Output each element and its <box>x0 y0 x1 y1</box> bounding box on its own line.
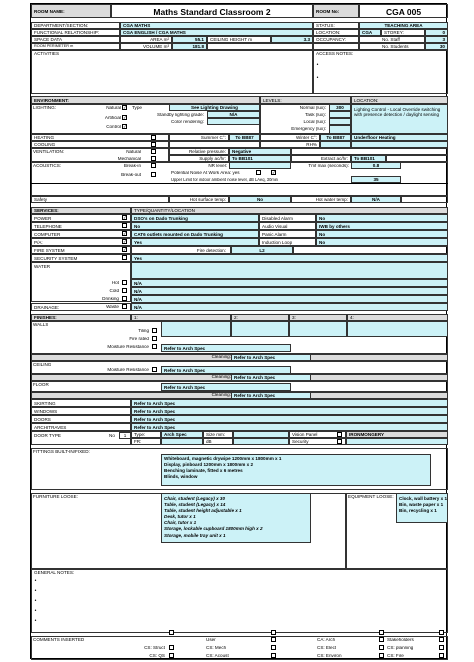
normal-lux-label: Normal (lux): <box>299 106 326 110</box>
stakeholders-label: Stakeholders <box>387 638 414 642</box>
department-value: CGA MATHS <box>120 22 313 29</box>
functional-relationship-value: CGA ENGLISH / CGA MATHS <box>120 29 313 36</box>
cs-environ-label: CS: Environ <box>317 654 342 658</box>
colour-rendering-value[interactable] <box>207 118 260 125</box>
lighting-location: Lighting Control - Local Override switching with presence detection / daylight sensing <box>351 104 448 134</box>
fittings-builtin-list: Whiteboard, magnetic drywipe 1200mm x 1800mm x 1 Display, pinboard 1200mm x 1800mm x 2 Benching laminate, fitted x 6 metres Blinds, window <box>161 454 431 486</box>
area-value: 55.1 <box>172 36 207 43</box>
power-checkbox[interactable]: ✓ <box>123 215 127 220</box>
architraves-value: Refer to Arch Spec <box>131 423 448 431</box>
room-no-label: ROOM No: <box>313 4 359 18</box>
security-system-label: SECURITY SYSTEM <box>31 254 131 262</box>
access-notes-label: ACCESS NOTES: <box>316 51 354 56</box>
bullet-icon: • <box>34 588 37 594</box>
water-heading: WATER <box>34 264 51 269</box>
cs-planning-label: CS: planning <box>387 646 414 650</box>
break-in-label: Break-in <box>123 164 141 168</box>
walls-moisture-value: Refer to Arch Spec <box>161 344 291 352</box>
potential-noise-checkbox[interactable] <box>256 170 261 175</box>
status-value: TEACHING AREA <box>359 22 448 29</box>
disabled-alarm-label: Disabled Alarm <box>259 214 316 222</box>
location-label: LOCATION: <box>313 29 359 36</box>
floor-cleaning-value: Refer to Arch Spec <box>231 392 311 399</box>
cs-struct-checkbox[interactable] <box>169 645 174 650</box>
vent-natural-label: Natural <box>126 150 141 154</box>
water-hot-label: Hot <box>111 281 119 285</box>
cs-fire-label: CS: Fire <box>387 654 404 658</box>
cooling-label: COOLING <box>31 141 169 148</box>
finish-col-1: 1: <box>131 314 231 321</box>
room-name-label: ROOM NAME: <box>31 4 111 18</box>
vision-panel-label: Vision Panel <box>289 431 346 438</box>
door-size-value[interactable] <box>233 431 289 438</box>
doors-label: DOORS <box>31 415 131 423</box>
security-system-value: Yes <box>131 254 448 262</box>
ceiling-cleaning-value: Refer to Arch Spec <box>231 374 311 381</box>
tiling-checkbox[interactable] <box>152 328 157 333</box>
ceiling-cleaning-label: Cleaning: <box>211 375 231 379</box>
status-label: STATUS: <box>313 22 359 29</box>
room-no: CGA 005 <box>359 4 448 18</box>
rh-value[interactable] <box>320 141 351 148</box>
summer-value: To BB87 <box>229 134 260 141</box>
hot-water-label: Hot water temp: <box>291 196 351 203</box>
tiling-label: Tiling <box>138 329 149 333</box>
power-label: POWER <box>31 214 131 222</box>
acoustics-label: ACOUSTICS: <box>33 164 62 168</box>
bullet-icon: • <box>34 618 37 624</box>
water-cold-checkbox[interactable] <box>122 288 127 293</box>
water-cold-value: N/A <box>131 287 448 295</box>
walls-label: WALLS <box>33 323 49 327</box>
door-no-label: No <box>109 434 115 438</box>
water-drinking-value: N/A <box>131 295 448 303</box>
environment-heading: ENVIRONMENT: <box>31 96 260 104</box>
local-lux-value[interactable] <box>329 118 351 125</box>
safety-label: Safety <box>31 196 169 203</box>
induction-loop-value: No <box>316 238 448 246</box>
blank-cell <box>401 196 448 203</box>
hot-water-value: N/A <box>351 196 401 203</box>
relative-pressure-value: Negative <box>229 148 291 155</box>
natural-label: Natural <box>106 106 121 110</box>
winter-value: To BB87 <box>320 134 351 141</box>
room-data-sheet <box>30 3 447 659</box>
drainage-label: DRAINAGE: <box>31 303 131 311</box>
potential-noise-label: Potential Noise At Work Area: yes <box>171 171 240 175</box>
department-label: DEPARTMENT/SECTION: <box>31 22 120 29</box>
location-value: CGA <box>359 29 381 36</box>
ironmongery-label: IRONMONGERY <box>346 431 448 438</box>
no-students-label: No. Students <box>359 43 425 50</box>
furniture-loose-label: FURNITURE LOOSE: <box>33 495 78 499</box>
task-lux-label: Task (lux): <box>305 113 326 117</box>
vent-mechanical-label: Mechanical <box>117 157 141 161</box>
doors-value: Refer to Arch Spec <box>131 415 448 423</box>
standby-value: N/A <box>207 111 260 118</box>
fire-system-checkbox[interactable]: ✓ <box>123 247 127 252</box>
tmf-value: 0.8 <box>351 162 401 169</box>
water-drinking-label: Drinking <box>102 297 119 301</box>
door-size-label: Size mm: <box>203 431 233 438</box>
waste-label: Waste <box>106 305 119 309</box>
skirting-label: SKIRTING <box>31 399 131 407</box>
door-type-label: DOOR TYPE <box>31 431 131 445</box>
occupancy-label: OCCUPANCY: <box>313 36 359 43</box>
fire-rated-checkbox[interactable] <box>152 336 157 341</box>
control-checkbox[interactable]: ✓ <box>123 124 127 129</box>
volume-value: 181.8 <box>172 43 207 50</box>
functional-relationship-label: FUNCTIONAL RELATIONSHIP: <box>31 29 120 36</box>
upper-limit-value: 35 <box>351 176 401 183</box>
telephone-checkbox[interactable] <box>122 223 127 228</box>
ceiling-height-value: 3.3 <box>271 36 313 43</box>
walls-moisture-checkbox[interactable] <box>152 344 157 349</box>
ceiling-moisture-label: Moisture Resistance <box>107 368 149 372</box>
floor-value: Refer to Arch Spec <box>161 383 291 391</box>
fire-system-label: FIRE SYSTEM <box>31 246 131 254</box>
comments-heading: COMMENTS INSERTED <box>33 638 85 642</box>
vent-mechanical-checkbox[interactable] <box>151 156 156 161</box>
water-cold-label: Cold <box>109 289 119 293</box>
fire-detection-label: Fire detection: <box>131 246 231 254</box>
cs-mech-label: CS: Mech <box>206 646 227 650</box>
walls-finish-2[interactable] <box>231 321 289 337</box>
lighting-label: LIGHTING: <box>33 106 56 110</box>
artificial-label: Artificial <box>104 116 121 120</box>
upper-limit-label: Upper Limit for indoor ambient noise level, dB LAeq, 30min <box>171 178 278 182</box>
door-security-checkbox[interactable] <box>337 439 342 444</box>
computer-value: CAT6 outlets mounted on Dado Trunking <box>131 230 259 238</box>
volume-label: VOLUME m³ <box>120 43 172 50</box>
cs-planning-checkbox[interactable] <box>439 645 444 650</box>
blank-cell <box>291 148 448 155</box>
colour-rendering-label: Color rendering: <box>171 120 204 124</box>
room-name: Maths Standard Classroom 2 <box>111 4 313 18</box>
blank-cell <box>293 246 448 254</box>
door-db-label: dB <box>203 438 233 445</box>
services-heading: SERVICES: <box>31 207 131 214</box>
standby-label: Standby lighting grade: <box>157 113 204 117</box>
user-checkbox[interactable] <box>271 637 276 642</box>
heating-label: HEATING <box>31 134 169 141</box>
activities-field[interactable] <box>31 50 313 94</box>
break-in-checkbox[interactable] <box>151 163 156 168</box>
ceiling-label: CEILING <box>33 363 52 367</box>
finish-col-3: 3: <box>289 314 347 321</box>
panic-alarm-value: No <box>316 230 448 238</box>
comment-checkbox[interactable] <box>379 630 384 635</box>
disabled-alarm-value: No <box>316 214 448 222</box>
door-fr-value[interactable] <box>161 438 203 445</box>
ceiling-moisture-checkbox[interactable] <box>152 367 157 372</box>
cs-fire-checkbox[interactable] <box>439 653 444 658</box>
water-hot-value: N/A <box>131 279 448 287</box>
cs-struct-label: CS: Struct <box>144 646 165 650</box>
bullet-icon: • <box>34 578 37 584</box>
normal-lux-value: 300 <box>329 104 351 111</box>
ceiling-moisture-value: Refer to Arch Spec <box>161 366 291 374</box>
emergency-lux-value[interactable] <box>329 125 351 134</box>
finish-col-4: 4: <box>347 314 448 321</box>
bullet-icon: • <box>316 75 319 81</box>
area-label: AREA m² <box>120 36 172 43</box>
rh-label: RH% <box>260 141 320 148</box>
vision-panel-checkbox[interactable] <box>337 432 342 437</box>
bullet-icon: • <box>316 62 319 68</box>
comment-checkbox[interactable] <box>169 630 174 635</box>
fittings-builtin-label: FITTINGS BUILT-IN/FIXED: <box>33 450 90 454</box>
potential-noise-yes-checkbox[interactable]: ✓ <box>272 170 276 175</box>
winter-label: Winter C°: <box>260 134 320 141</box>
walls-finish-3[interactable] <box>289 321 347 337</box>
room-perimeter-label: ROOM PERIMETER m <box>31 43 120 50</box>
artificial-checkbox[interactable]: ✓ <box>123 115 127 120</box>
cs-elect-checkbox[interactable] <box>379 645 384 650</box>
stakeholders-checkbox[interactable] <box>439 637 444 642</box>
pa-value: Yes <box>131 238 259 246</box>
fire-rated-label: Fire rated <box>129 337 149 341</box>
type-value: See Lighting Drawing <box>169 104 260 111</box>
cs-elect-label: CS: Elect <box>317 646 337 650</box>
security-system-checkbox[interactable] <box>122 255 127 260</box>
door-fr-label: FR: <box>131 438 161 445</box>
floor-label: FLOOR <box>33 383 49 387</box>
ironmongery-value[interactable] <box>346 438 448 445</box>
activities-label: ACTIVITIES <box>34 51 60 56</box>
panic-alarm-label: Panic Alarm <box>259 230 316 238</box>
ceiling-height-label: CEILING HEIGHT m <box>207 36 271 43</box>
water-drinking-checkbox[interactable] <box>122 296 127 301</box>
tmf-label: Tmf max (seconds): <box>308 164 349 168</box>
no-staff-label: No. Staff <box>359 36 425 43</box>
door-db-value[interactable] <box>233 438 289 445</box>
cs-acoust-checkbox[interactable] <box>271 653 276 658</box>
walls-cleaning-value: Refer to Arch Spec <box>231 354 311 361</box>
cooling-location[interactable] <box>351 141 448 148</box>
pa-checkbox[interactable]: ✓ <box>123 239 127 244</box>
pa-label: P/A: <box>31 238 131 246</box>
cs-environ-checkbox[interactable] <box>379 653 384 658</box>
local-lux-label: Local (lux): <box>303 120 326 124</box>
task-lux-value[interactable] <box>329 111 351 118</box>
emergency-lux-label: Emergency (lux): <box>291 127 326 131</box>
cs-acoust-label: CS: Acoust <box>206 654 229 658</box>
extract-label: Extract ac/hr: <box>291 155 351 162</box>
telephone-label: TELEPHONE <box>31 222 131 230</box>
ca-arch-checkbox[interactable] <box>379 637 384 642</box>
water-notes[interactable] <box>131 262 448 279</box>
door-security-label: Security <box>289 438 346 445</box>
equipment-loose-label: EQUIPMENT LOOSE: <box>348 495 394 499</box>
walls-finish-1[interactable] <box>161 321 231 337</box>
divider <box>31 183 448 184</box>
supply-value: To BB101 <box>229 155 291 162</box>
hot-surface-value: No <box>229 196 291 203</box>
door-type-value: Arch Spec <box>161 431 203 438</box>
heating-checkbox[interactable] <box>151 135 156 140</box>
walls-cleaning-label: Cleaning: <box>211 355 231 359</box>
general-notes-field[interactable] <box>31 569 448 633</box>
walls-finish-4[interactable] <box>347 321 448 337</box>
door-no-value: 1 <box>119 432 131 439</box>
blank-cell <box>313 43 359 50</box>
blank-cell <box>207 43 313 50</box>
heating-location: Underfloor Heating <box>351 134 448 141</box>
no-students-value: 30 <box>425 43 448 50</box>
computer-label: COMPUTER <box>31 230 131 238</box>
user-label: User <box>206 638 216 642</box>
bullet-icon: • <box>34 608 37 614</box>
type-quantity-heading: TYPE/QUANTITY/LOCATION <box>131 207 448 214</box>
hot-surface-label: Hot surface temp: <box>169 196 229 203</box>
skirting-value: Refer to Arch Spec <box>131 399 448 407</box>
walls-moisture-label: Moisture Resistance <box>107 345 149 349</box>
nr-level-label: NR level: <box>208 164 227 168</box>
env-location-label: LOCATION: <box>351 96 448 104</box>
summer-label: Summer C°: <box>169 134 229 141</box>
control-label: Control <box>106 125 121 129</box>
ventilation-label: VENTILATION: <box>33 150 65 154</box>
comments-block <box>31 636 448 660</box>
supply-label: Supply ac/hr: <box>169 155 229 162</box>
relative-pressure-label: Relative pressure: <box>169 148 229 155</box>
windows-value: Refer to Arch Spec <box>131 407 448 415</box>
cs-mech-checkbox[interactable] <box>271 645 276 650</box>
type-label: Type <box>132 106 142 110</box>
computer-checkbox[interactable]: ✓ <box>123 231 127 236</box>
audio-visual-label: Audio Visual <box>259 222 316 230</box>
fire-detection-value: L2 <box>231 246 293 254</box>
no-staff-value: 3 <box>425 36 448 43</box>
ca-arch-label: CA: Arch <box>317 638 336 642</box>
floor-cleaning-label: Cleaning: <box>211 393 231 397</box>
break-out-label: Break-out <box>121 173 141 177</box>
storey-value: 0 <box>425 29 448 36</box>
blank-cell <box>386 155 448 162</box>
waste-checkbox[interactable] <box>122 304 127 309</box>
vent-natural-checkbox[interactable] <box>151 149 156 154</box>
waste-value: N/A <box>131 303 448 311</box>
storey-label: STOREY: <box>381 29 425 36</box>
comment-checkbox[interactable] <box>439 630 444 635</box>
windows-label: WINDOWS <box>31 407 131 415</box>
break-out-checkbox[interactable] <box>151 172 156 177</box>
telephone-value: No <box>131 222 259 230</box>
finishes-heading: FINISHES: <box>31 314 131 321</box>
general-notes-label: GENERAL NOTES: <box>34 570 75 575</box>
levels-label: LEVELS: <box>260 96 351 104</box>
audio-visual-value: IWB by others <box>316 222 448 230</box>
blank-cell <box>169 141 260 148</box>
cs-qs-label: CS: QS <box>149 654 165 658</box>
furniture-loose-list: Chair, student (Legacy) x 30 Table, student (Legacy) x 14 Table, student height adjustable x 1 Desk, tutor x 1 Chair, tutor x 1 Storage, lockable cupboard 1800mm high x 2 Storage, mobile tray unit x 1 <box>161 493 311 543</box>
natural-checkbox[interactable]: ✓ <box>123 105 127 110</box>
extract-value: To BB101 <box>351 155 386 162</box>
comment-checkbox[interactable] <box>271 630 276 635</box>
nr-level-value[interactable] <box>229 162 291 169</box>
door-type-field-label: Type: <box>131 431 161 438</box>
power-value: DSO's on Dado Trunking <box>131 214 259 222</box>
cooling-checkbox[interactable] <box>151 142 156 147</box>
cs-qs-checkbox[interactable] <box>169 653 174 658</box>
water-hot-checkbox[interactable] <box>122 280 127 285</box>
space-data-label: SPACE DATA <box>31 36 120 43</box>
equipment-loose-list: Clock, wall battery x 1 Bin, waste paper x 1 Bin, recycling x 1 <box>396 493 448 523</box>
bullet-icon: • <box>34 598 37 604</box>
architraves-label: ARCHITRAVES <box>31 423 131 431</box>
finish-col-2: 2: <box>231 314 289 321</box>
access-notes-field[interactable] <box>313 50 448 94</box>
induction-loop-label: Induction Loop <box>259 238 316 246</box>
